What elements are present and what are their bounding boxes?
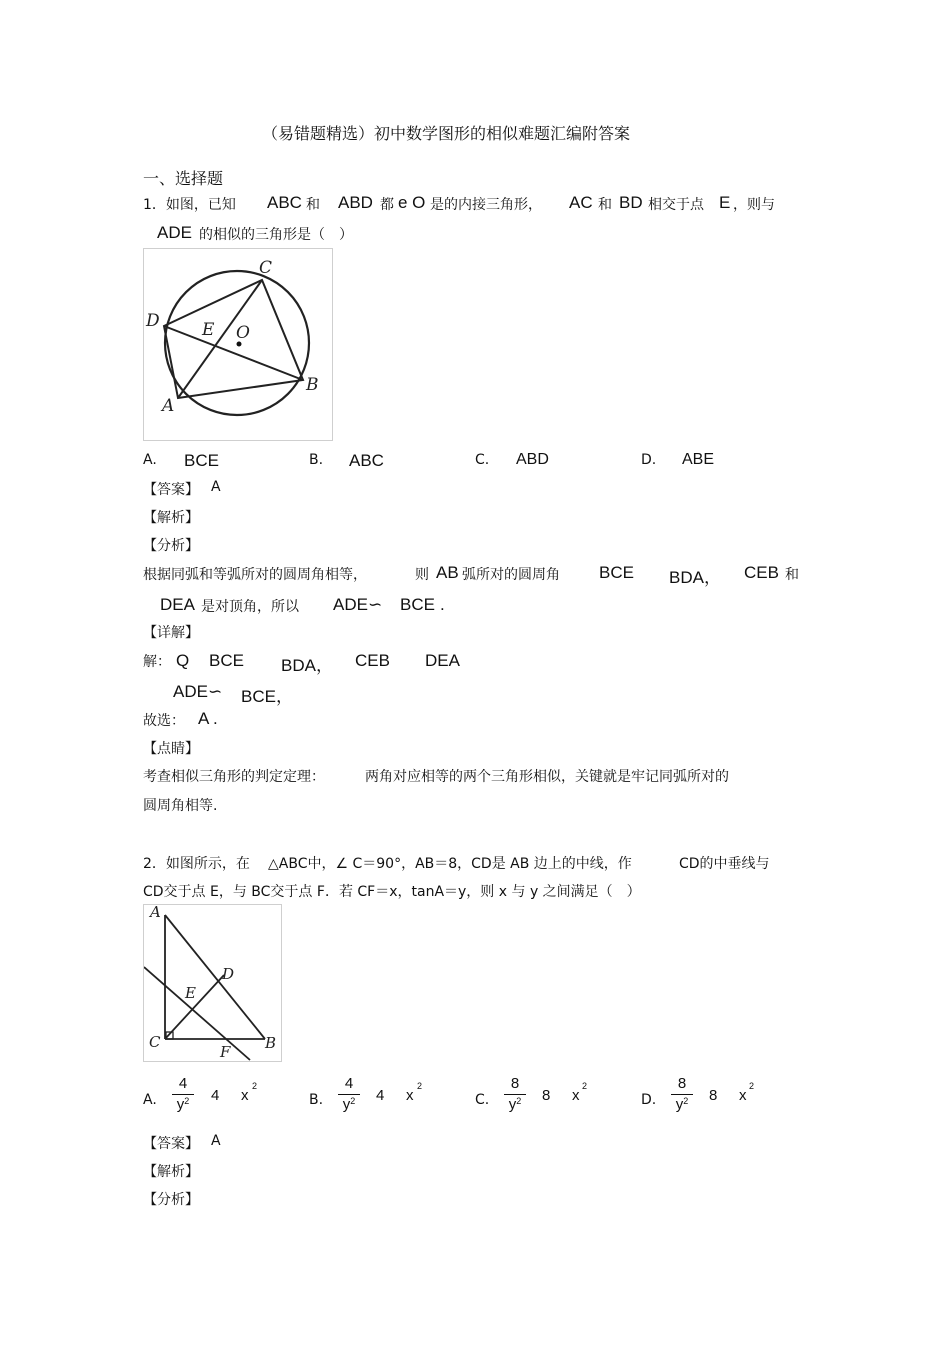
- q1-fenxi-math: DEA: [160, 595, 195, 614]
- q1-option-c: ABD: [516, 451, 549, 468]
- q1-stem-math: e O: [398, 193, 426, 212]
- q1-jie-math: CEB: [355, 651, 390, 670]
- q2-option-var: x: [406, 1087, 414, 1104]
- q1-fenxi-math: BCE: [599, 563, 634, 582]
- q1-fenxi-math: CEB: [744, 563, 779, 582]
- q2-option-fraction: [504, 1075, 526, 1114]
- q2-option-exp: 2: [252, 1081, 258, 1091]
- q2-option-letter: B.: [309, 1092, 324, 1108]
- q1-fenxi-math: BCE: [400, 595, 435, 614]
- fraction-bar: [172, 1094, 194, 1095]
- fig2-label-d: D: [222, 965, 235, 983]
- q1-option-d-letter: D.: [641, 452, 657, 468]
- q2-stem-text2: CD交于点 E，与 BC交于点 F．若 CF＝x，tanA＝y，则 x 与 y 之间满足（ ）: [143, 884, 641, 900]
- q2-option-exp: 2: [582, 1081, 588, 1091]
- q1-stem-text: 和: [306, 197, 320, 213]
- fraction-denominator: $y^2$: [508, 1096, 522, 1113]
- q1-dianjing-text2: 圆周角相等.: [143, 798, 218, 814]
- q1-answer: A: [211, 479, 221, 495]
- q1-fenxi-math: AB: [436, 563, 459, 582]
- q1-fenxi-text: 和: [785, 567, 799, 583]
- q2-option-const: 4: [211, 1087, 220, 1104]
- q1-answer-label: 【答案】: [143, 482, 199, 498]
- q2-option-const: 8: [709, 1087, 718, 1104]
- q2-stem-text: 2．如图所示，在: [143, 856, 250, 872]
- q1-jie-math: BDA，: [281, 656, 333, 675]
- fig1-label-c: C: [259, 258, 273, 278]
- q2-option-var: x: [572, 1087, 580, 1104]
- q2-option-exp: 2: [417, 1081, 423, 1091]
- fraction-numerator: 8: [510, 1075, 520, 1092]
- q1-xiangjie: 【详解】: [143, 625, 199, 641]
- fig1-label-o: O: [236, 323, 250, 343]
- q1-stem-text: 和: [598, 197, 612, 213]
- q2-stem-text: △ABC中，∠ C＝90°，AB＝8，CD是 AB 边上的中线，作: [268, 856, 632, 872]
- q1-option-c-letter: C.: [475, 452, 490, 468]
- fraction-bar: [671, 1094, 693, 1095]
- q2-answer: A: [211, 1133, 221, 1149]
- q2-option-letter: C.: [475, 1092, 490, 1108]
- fig1-label-b: B: [306, 375, 319, 395]
- fig1-label-d: D: [146, 311, 160, 331]
- fraction-bar: [338, 1094, 360, 1095]
- q2-option-const: 4: [376, 1087, 385, 1104]
- q1-fenxi-text: 弧所对的圆周角: [462, 567, 560, 583]
- q1-stem-math: ABD: [338, 193, 373, 212]
- fig2-label-f: F: [220, 1043, 231, 1061]
- fig2-label-c: C: [149, 1033, 161, 1051]
- q1-jie-math: DEA: [425, 651, 460, 670]
- q2-option-letter: D.: [641, 1092, 657, 1108]
- q1-option-a: BCE: [184, 451, 219, 470]
- q1-stem-text: 相交于点: [648, 197, 704, 213]
- q1-stem-math: BD: [619, 193, 643, 212]
- q1-fenxi-text: 则: [415, 567, 429, 583]
- q1-jie-math: Q: [176, 651, 190, 670]
- q1-fenxi-math: ADE∽: [333, 595, 383, 614]
- q2-triangle-figure: [143, 904, 282, 1062]
- q2-jiexi: 【解析】: [143, 1164, 199, 1180]
- q2-fenxi: 【分析】: [143, 1192, 199, 1208]
- q1-stem-math: AC: [569, 193, 593, 212]
- q2-option-fraction: [338, 1075, 360, 1114]
- q1-guxuan-math: .: [213, 709, 218, 728]
- q1-jie-math: ADE∽: [173, 682, 223, 701]
- fraction-bar: [504, 1094, 526, 1095]
- fraction-denominator: $y^2$: [176, 1096, 190, 1113]
- fig1-label-e: E: [202, 320, 215, 340]
- fraction-numerator: 8: [677, 1075, 687, 1092]
- q2-option-fraction: [172, 1075, 194, 1114]
- q2-answer-label: 【答案】: [143, 1136, 199, 1152]
- q1-fenxi: 【分析】: [143, 538, 199, 554]
- q1-dianjing-text: 两角对应相等的两个三角形相似，关键就是牢记同弧所对的: [365, 769, 729, 785]
- q1-stem-text: 是的内接三角形，: [430, 197, 542, 213]
- q1-option-a-letter: A.: [143, 452, 157, 468]
- q2-option-fraction: [671, 1075, 693, 1114]
- q1-dianjing-text: 考查相似三角形的判定定理：: [143, 769, 325, 785]
- q1-guxuan-math: A: [198, 709, 210, 728]
- q1-stem-math: ABC: [267, 193, 302, 212]
- q1-dianjing: 【点睛】: [143, 741, 199, 757]
- fig2-label-a: A: [150, 905, 161, 921]
- q1-fenxi-math: .: [440, 595, 445, 614]
- q1-jie-text: 解：: [143, 654, 171, 670]
- fig2-label-e: E: [185, 984, 196, 1002]
- fig2-label-b: B: [265, 1034, 277, 1052]
- q1-jie-math: BCE，: [241, 687, 293, 706]
- fraction-denominator: $y^2$: [675, 1096, 689, 1113]
- q2-option-var: x: [739, 1087, 747, 1104]
- q1-option-b-letter: B.: [309, 452, 324, 468]
- q1-option-d: ABE: [682, 451, 715, 468]
- q2-stem-text: CD的中垂线与: [679, 856, 770, 872]
- q2-option-exp: 2: [749, 1081, 755, 1091]
- q1-stem-math: ADE: [157, 223, 192, 242]
- section-heading: 一、选择题: [143, 169, 224, 188]
- q1-jiexi: 【解析】: [143, 510, 199, 526]
- q1-stem-text: 都: [380, 197, 394, 213]
- q2-option-letter: A.: [143, 1092, 157, 1108]
- q1-stem-math: E: [719, 193, 731, 212]
- fraction-denominator: $y^2$: [342, 1096, 356, 1113]
- q1-circle-figure: [143, 248, 333, 441]
- q1-stem-text: 1．如图，已知: [143, 197, 236, 213]
- q1-guxuan-text: 故选：: [143, 713, 185, 729]
- q1-fenxi-math: BDA，: [669, 568, 721, 587]
- q1-fenxi-text: 根据同弧和等弧所对的圆周角相等，: [143, 567, 367, 583]
- fraction-numerator: 4: [178, 1075, 188, 1092]
- q2-option-const: 8: [542, 1087, 551, 1104]
- q2-option-var: x: [241, 1087, 249, 1104]
- q1-fenxi-text: 是对顶角，所以: [201, 599, 299, 615]
- fraction-numerator: 4: [344, 1075, 354, 1092]
- q1-option-b: ABC: [349, 451, 384, 470]
- q1-jie-math: BCE: [209, 651, 244, 670]
- q1-stem-text: 的相似的三角形是（ ）: [199, 227, 353, 243]
- page-title: （易错题精选）初中数学图形的相似难题汇编附答案: [262, 124, 631, 143]
- q1-stem-text: ，则与: [733, 197, 775, 213]
- fig1-label-a: A: [162, 396, 175, 416]
